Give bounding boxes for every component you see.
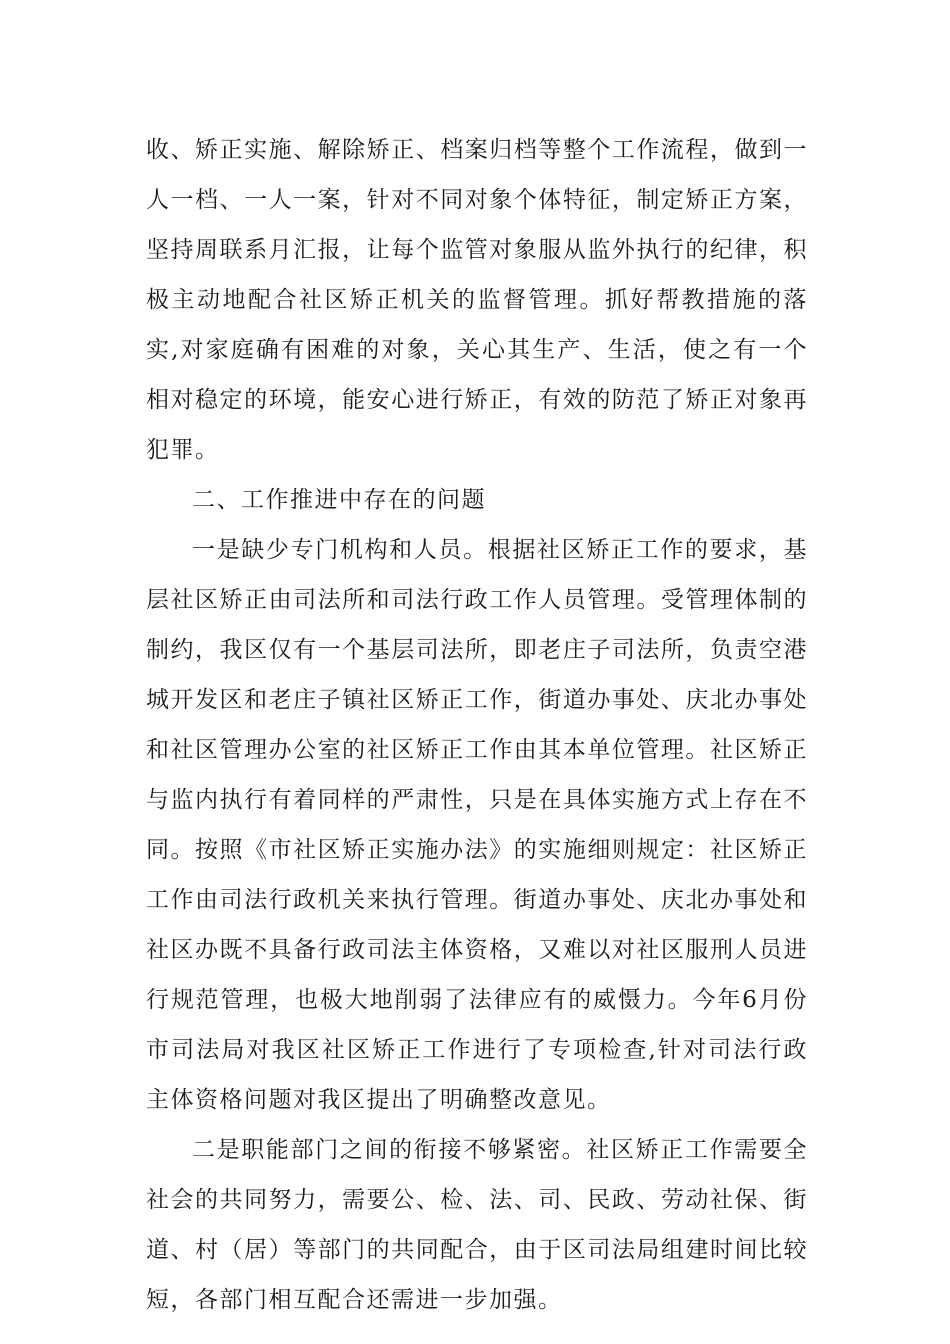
paragraph-problem-one: 一是缺少专门机构和人员。根据社区矫正工作的要求，基层社区矫正由司法所和司法行政工作人员管理。受管理体制的制约，我区仅有一个基层司法所，即老庄子司法所，负责空港城开发区和老庄子镇社区矫正工作，街道办事处、庆北办事处和社区管理办公室的社区矫正工作由其本单位管理。社区矫正与监内执行有着同样的严肃性，只是在具体实施方式上存在不同。按照《市社区矫正实施办法》的实施细则规定：社区矫正工作由司法行政机关来执行管理。街道办事处、庆北办事处和社区办既不具备行政司法主体资格，又难以对社区服刑人员进行规范管理，也极大地削弱了法律应有的威慑力。今年6月份市司法局对我区社区矫正工作进行了专项检查,针对司法行政主体资格问题对我区提出了明确整改意见。	[146, 537, 808, 1113]
document-body	[146, 125, 808, 1325]
paragraph-continuation: 收、矫正实施、解除矫正、档案归档等整个工作流程，做到一人一档、一人一案，针对不同对象个体特征，制定矫正方案，坚持周联系月汇报，让每个监管对象服从监外执行的纪律，积极主动地配合社区矫正机关的监督管理。抓好帮教措施的落实,对家庭确有困难的对象，关心其生产、生活，使之有一个相对稳定的环境，能安心进行矫正，有效的防范了矫正对象再犯罪。	[146, 137, 808, 463]
paragraph-problem-two: 二是职能部门之间的衔接不够紧密。社区矫正工作需要全社会的共同努力，需要公、检、法、司、民政、劳动社保、街道、村（居）等部门的共同配合，由于区司法局组建时间比较短，各部门相互配合还需进一步加强。	[146, 1137, 808, 1313]
section-heading: 二、工作推进中存在的问题	[192, 487, 486, 513]
